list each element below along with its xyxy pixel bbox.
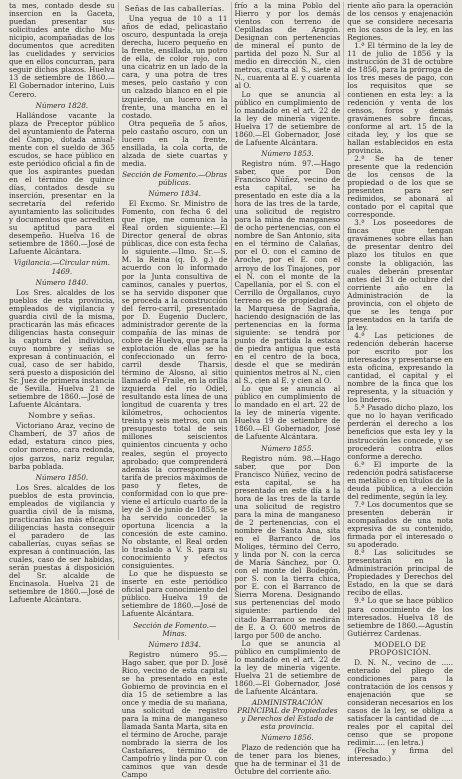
column-1: [6, 2, 118, 640]
section-heading: Número 1828.: [35, 100, 89, 110]
paragraph: Otra pequeña de 5 años, pelo castaño oscuro, con un lucero en la frente, ensillada, la cola corta, de alzada de siete cuartas y media.: [121, 118, 228, 168]
paragraph: ta mes, contado desde su insercion en la Gaceta, puedan presentar sus solicitudes ante dicho Municipio, acompañadas de los documentos que acrediten las cuelidades y servicios que en ellos concurran, para seguir dichos plazos. Huelva 13 de setiembre de 1860.—El Gobernador interino, Luis Cerero.: [9, 1, 115, 99]
paragraph: Registro núm. 98.—Hago saber, que por Don Francisco Núñez, vecino de esta capital, se ha presentado en este día a la hora de las tres de la tarde una solicitud de registro para la mina de manganeso de 2 pertenencias, con el nombre de Santa Ana, sita en el Barranco de los Moliges, término del Cerro, y linda por N. con la cerca de María Sánchez, por O. con el monte del Bodegón, por S. con la tierra chica, por E. con el Barranco de Sierra Morena. Designando sus pertenencias del modo siguiente: partiendo del citado Barranco se medirán de E. a O. 600 metros de largo por 500 de ancho.: [234, 453, 341, 640]
paragraph: D. N. N., vecino de ..... enterado del pliego de condiciones para la contratación de los censos y enajenación que se consideran necesarios en los casos de la ley, se obliga a satisfacer la cantidad de ..... reales por el capital del censo que se propone redimir..... (en letra.): [347, 657, 453, 748]
section-heading: Sección de Fomento.—Obras públicas.: [122, 169, 228, 187]
paragraph: Una yegua de 10 a 11 años de edad, pelicastaño oscuro, despuntada la oreja derecha, lucero pequeño en la frente, ensillada, un potro de ella, de color rojo, con una cicatriz en un lado de la cara, y una potra de tres meses, pelo castaño y con un calzado blanco en el pie izquierdo, un lucero en la frente, una mancha en el costado.: [121, 14, 228, 120]
section-title: Nombre y señas.: [28, 411, 96, 421]
paragraph: 3.ª Los poseedores de fincas que tengan gravámenes sobre ellas han de presentar dentro del plazo los títulos en que conste la obligación, las cuales deberán presentar antes del 31 de octubre del corriente año en la Administración de la provincia, con el objeto de que se les tenga por presentados en la tarifa de la ley.: [347, 218, 453, 332]
section-title: MODELO DE PROPOSICIÓN.: [369, 639, 432, 657]
column-4: [343, 1, 456, 764]
paragraph: Lo que se anuncia al público en cumplimiento de lo mandado en el art. 22 de la ley de minería vigente. Huelva 17 de setiembre de 1860.—El Gobernador, José de Lafuente Alcántara.: [234, 89, 341, 147]
section-heading: ADMINISTRACIÓN PRINCIPAL de Propiedades y Derechos del Estado de esta provincia.: [237, 697, 338, 732]
paragraph: Los Sres. alcaldes de los pueblos de esta provincia, empleados de vigilancia y guardia civil de la misma, practicarán las más eficaces diligencias hasta conseguir la captura del individuo, cuyo nombre y señas se expresan á continuación, el cual, caso de ser habido, será puesto a disposición del Sr. Juez de primera instancia de Sevilla. Huelva 21 de setiembre de 1860.—José de Lafuente Alcántara.: [9, 287, 115, 410]
paragraph: 4.ª Las peticiones de redención deberán hacerse por escrito por los interesados y presentarse en esta oficina, expresando la cantidad, el capital y el nombre de la finca que los representa, y la situación y los linderos.: [347, 330, 453, 405]
paragraph: (Fecha y firma del interesado.): [347, 746, 453, 764]
paragraph: frío a la mina Poblo del Hierro y por los demás vientos con terreno de Cepilladas de Aragón. Designan con pertenencias de mineral el punto de partida del pozo N. Sur al medio en dirección N., cien metros, cuarta al S., siete al N., cuarenta al E. y cuarenta al O.: [234, 1, 341, 91]
paragraph: Los Sres. alcaldes de los pueblos de esta provincia, empleados de vigilancia y guardia civil de la misma, practicarán las más eficaces diligencias hasta conseguir el paradero de las caballerías, cuyas señas se expresan á continuación, las cuales, caso de ser habidas, serán puestas á disposición del Sr. alcalde de Encinasola. Huelva 21 de setiembre de 1860.—José de Lafuente Alcántara.: [9, 482, 115, 605]
paragraph: Hallándose vacante la plaza de Preceptor público del ayuntamiento de Paterna del Campo, dotada anualmente con el sueldo de 365 escudos, se hace público en este periódico oficial a fin de que los aspirantes puedan en el término de quince días, contados desde su inserción, presentar en la secretaría del referido ayuntamiento las solicitudes y documentos que acrediten su aptitud para el desempeño. Huelva 16 de setiembre de 1860.—José de Lafuente Alcántara.: [9, 110, 115, 257]
section-heading: Número 1856.: [261, 733, 314, 743]
paragraph: 2.ª Se ha de tener presente que la redención de los censos de la propiedad o de los que se presenten para ser redimidos, se abonará al contado por el capital que corresponde.: [347, 153, 453, 220]
section-heading: Sección de Fomento.—Minas.: [133, 620, 217, 638]
paragraph: 1.ª El término de la ley de 11 de julio de 1856 y la instrucción de 31 de octubre de 1856, para la prórroga de los tres meses de pago, con los requisitos que se contienen en esta ley: a la redención y venta de los censos, foros y demás gravámenes sobre fincas, conforme al art. 15 de la citada ley, y los que se hallan establecidos en esta provincia.: [347, 41, 453, 155]
section-title: Señas de las caballerías.: [124, 4, 225, 13]
paragraph: Registro núm. 97.—Hago saber, que por Don Francisco Núñez, vecino de esta capital, se ha presentado en este día a la hora de las tres de la tarde, una solicitud de registro para la mina de manganeso de ocho pertenencias, con el nombre de San Antonio, sita en el término de Calañas, por el O. con el camino de Aroche, por el E. con el arroyo de los Tinajones, por el N. con el monte de la Capellanía, por el S. con el Cerrillo de Orgallanos, cuyo terreno es de propiedad de la Marquesa de Sagraña, haciendo designación de las pertenencias en la forma siguiente: se tendrá por punto de partida la estaca de piedra antigua que está en el centro de la boca, desde el que se medirán quinientos metros al N., cien al S., cien al E. y cien al O.: [234, 158, 341, 386]
paragraph: 9.ª Lo que se hace público para conocimiento de los interesados. Huelva 18 de setiembre de 1860.—Agustín Gutiérrez Cardenas.: [347, 596, 453, 638]
paragraph: El Excmo. Sr. Ministro de Fomento, con fecha 6 del que rige, me comunica la Real orden siguiente:—El Director general de obras públicas, dice con esta fecha lo siguiente.—Ilmo. Sr.—S. M. la Reina (q. D. g.) de acuerdo con lo informado por la Junta consultiva de caminos, canales y puertos, se ha servido disponer que se proceda a la construcción del ferro-carril, presentado por D. Eugenio Duclerc, administrador gerente de la compañía de las minas de cobre de Huelva, que para la explotación de ellas se ha confeccionado un ferro-carril desde Tharsis, término de Alosno, al sitio llamado el Fraile, en la orilla izquierda del río Odiel, resultando esta línea de una longitud de cuarenta y tres kilómetros, ochocientos treinta y seis metros, con un presupuesto total de seis millones seiscientos quinientos cincuenta y ocho reales, según el proyecto aprobado; que comprenderá además la correspondiente tarifa de precios máximos de paso y fletes, de conformidad con lo que previene el artículo cuarto de la ley de 3 de junio de 1855, se ha servido conceder la oportuna licencia a la concesión de este camino. No obstante, el Real orden lo traslado a V. S. para su conocimiento y efectos consiguientes.: [121, 199, 228, 571]
paragraph: riente año para la operación de los censos y enajenación que se considere necesaria en los casos de la ley, en las Regiones.: [347, 1, 453, 43]
paragraph: Victoriano Araz, vecino de Chamberí, de 37 años de edad, estatura cinco pies, color moreno, cara redonda, ojos garzos, nariz regular, barba poblada.: [9, 421, 115, 471]
paragraph: 7.ª Los documentos que se presenten deberán ir acompañados de una nota expresiva de su contenido, firmada por el interesado o su apoderado.: [347, 499, 453, 550]
section-heading: Número 1834.: [148, 639, 201, 649]
paragraph: 5.ª Pasado dicho plazo, los que no lo hayan verificado perderán el derecho a los beneficios que esta ley y la instrucción les concede, y se procederá contra ellos conforme a derecho.: [347, 403, 453, 461]
section-heading: Número 1855.: [261, 443, 314, 453]
paragraph: 6.ª El importe de la redención podrá satisfacerse en metálico o en títulos de la deuda pública, a elección del redimente, según la ley.: [347, 459, 453, 501]
section-heading: Número 1834.: [148, 189, 201, 199]
column-2: [118, 2, 231, 779]
paragraph: Lo que se anuncia al público en cumplimiento de lo mandado en el art. 22 de la ley de minería vigente. Huelva 21 de setiembre de 1860.—El Gobernador, José de Lafuente Alcántara.: [234, 638, 341, 696]
paragraph: Lo que se anuncia al público en cumplimiento de lo mandado en el art. 22 de la ley de minería vigente. Huelva 19 de setiembre de 1860.—El Gobernador, José de Lafuente Alcántara.: [234, 384, 341, 442]
paragraph: Plazo de redención que ha de tener para los bienes, que ha de terminar el 31 de Octubre del corriente año.: [234, 743, 341, 777]
paragraph: Registro número 95.—Hago saber, que por D. José Rico, vecino de esta capital, se ha presentado en este Gobierno de provincia en el día 15 de setiembre a las once y media de su mañana, una solicitud de registro para la mina de manganeso llamada Santa Marta, sita en el término de Aroche, paraje nombrado la sierra de los Castañares, término de Campofrío y linda por O. con caminos que van desde Campo: [121, 649, 228, 779]
column-3: [231, 1, 344, 777]
section-heading: Número 1840.: [35, 277, 89, 287]
section-heading: Número 1853.: [261, 148, 314, 158]
section-heading: Número 1850.: [35, 472, 89, 482]
paragraph: 8.ª Las solicitudes se presentarán en la Administración principal de Propiedades y Derechos del Estado, en la que se dará recibo de ellas.: [347, 548, 453, 598]
paragraph: Lo que he dispuesto se inserte en este periódico oficial para conocimiento del público. Huelva 19 de setiembre de 1860.—José de Lafuente Alcántara.: [121, 569, 228, 619]
section-heading: Vigilancia.—Circular núm. 1469.: [13, 258, 110, 276]
